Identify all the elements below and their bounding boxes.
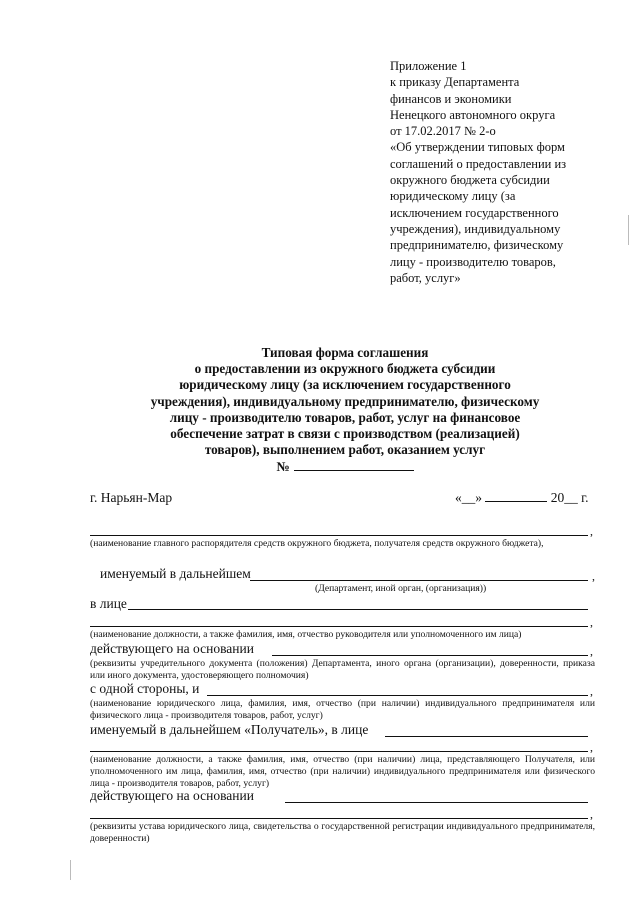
- named-recipient-label: именуемый в дальнейшем «Получатель», в лице: [90, 722, 369, 737]
- in-person-label: в лице: [90, 596, 127, 611]
- appendix-line: предпринимателю, физическому: [390, 238, 564, 253]
- charter-field[interactable]: [90, 818, 588, 819]
- acting-basis-label-2: действующего на основании: [90, 788, 254, 803]
- appendix-line: соглашений о предоставлении из: [390, 156, 567, 171]
- named-further-label: именуемый в дальнейшем: [100, 566, 251, 581]
- acting-basis-field-2[interactable]: [285, 802, 588, 803]
- appendix-line: учреждения), индивидуальному: [390, 221, 561, 236]
- note-requisites: (реквизиты учредительного документа (положения) Департамента, иного органа (организации), доверенности, приказа или иного документа, удостоверяющего полномочия): [90, 658, 595, 681]
- acting-basis-label: действующего на основании: [90, 641, 254, 656]
- appendix-line: от 17.02.2017 № 2-о: [390, 124, 496, 139]
- title-line: учреждения), индивидуальному предпринимателю, физическому: [150, 393, 540, 409]
- note-charter: (реквизиты устава юридического лица, свидетельства о государственной регистрации индивидуального предпринимателя, доверенности): [90, 821, 595, 844]
- city-label: г. Нарьян-Мар: [90, 490, 173, 505]
- recipient-person-field[interactable]: [385, 736, 588, 737]
- appendix-line: юридическому лицу (за: [390, 189, 516, 204]
- scan-artifact: [628, 215, 629, 245]
- position-field[interactable]: [90, 626, 588, 627]
- in-person-field[interactable]: [128, 609, 588, 610]
- appendix-line: Приложение 1: [390, 59, 467, 73]
- note-grantor: (наименование главного распорядителя средств окружного бюджета, получателя средств окружного бюджета),: [90, 538, 544, 549]
- grantor-name-field[interactable]: [90, 535, 588, 536]
- comma: ,: [590, 807, 593, 821]
- number-sign: №: [276, 459, 290, 475]
- appendix-line: исключением государственного: [390, 205, 559, 220]
- number-field[interactable]: [294, 458, 414, 471]
- title-line: Типовая форма соглашения: [261, 345, 429, 360]
- title-line: обеспечение затрат в связи с производством (реализацией): [170, 426, 520, 442]
- comma: ,: [590, 615, 593, 629]
- title-line: товаров), выполнением работ, оказанием услуг: [204, 442, 486, 458]
- comma: ,: [592, 569, 595, 583]
- title-line: о предоставлении из окружного бюджета субсидии: [194, 361, 496, 377]
- title-line: юридическому лицу (за исключением государственного: [179, 377, 511, 393]
- note-department: (Департамент, иной орган, (организация)): [315, 583, 487, 594]
- scan-artifact: [70, 860, 71, 880]
- appendix-line: «Об утверждении типовых форм: [390, 140, 565, 155]
- note-recipient-position: (наименование должности, а также фамилия, имя, отчество (при наличии) лица, представляющего Получателя, или уполномоченного им лица, фамилия, имя, отчество (при наличии) индивидуального предпринимателя или физического лица - производителя товаров, работ, услуг): [90, 754, 595, 789]
- comma: ,: [590, 740, 593, 754]
- appendix-line: окружного бюджета субсидии: [390, 173, 550, 188]
- one-side-label: с одной стороны, и: [90, 681, 200, 696]
- appendix-line: лицу - производителю товаров,: [390, 254, 556, 269]
- date-month-field[interactable]: [485, 490, 547, 502]
- comma: ,: [590, 644, 593, 658]
- date-year[interactable]: 20__ г.: [550, 490, 589, 505]
- note-legal-entity: (наименование юридического лица, фамилия, имя, отчество (при наличии) индивидуального предпринимателя или физического лица - производителя товаров, работ, услуг): [90, 698, 595, 721]
- comma: ,: [590, 684, 593, 698]
- date-line: [455, 490, 589, 506]
- appendix-line: финансов и экономики: [390, 91, 512, 106]
- document-title: [90, 345, 600, 476]
- title-line: лицу - производителю товаров, работ, услуг на финансовое: [169, 409, 521, 425]
- appendix-line: Ненецкого автономного округа: [390, 107, 556, 122]
- appendix-block: [390, 58, 620, 286]
- agreement-number: [90, 458, 600, 475]
- acting-basis-field[interactable]: [272, 655, 588, 656]
- appendix-line: работ, услуг»: [390, 270, 461, 285]
- date-day[interactable]: «__»: [455, 490, 482, 505]
- appendix-line: к приказу Департамента: [390, 75, 520, 90]
- comma: ,: [590, 524, 593, 538]
- recipient-name-field[interactable]: [207, 695, 588, 696]
- recipient-position-field[interactable]: [90, 751, 588, 752]
- note-position: (наименование должности, а также фамилия, имя, отчество руководителя или уполномоченного им лица): [90, 629, 522, 640]
- department-field[interactable]: [250, 580, 588, 581]
